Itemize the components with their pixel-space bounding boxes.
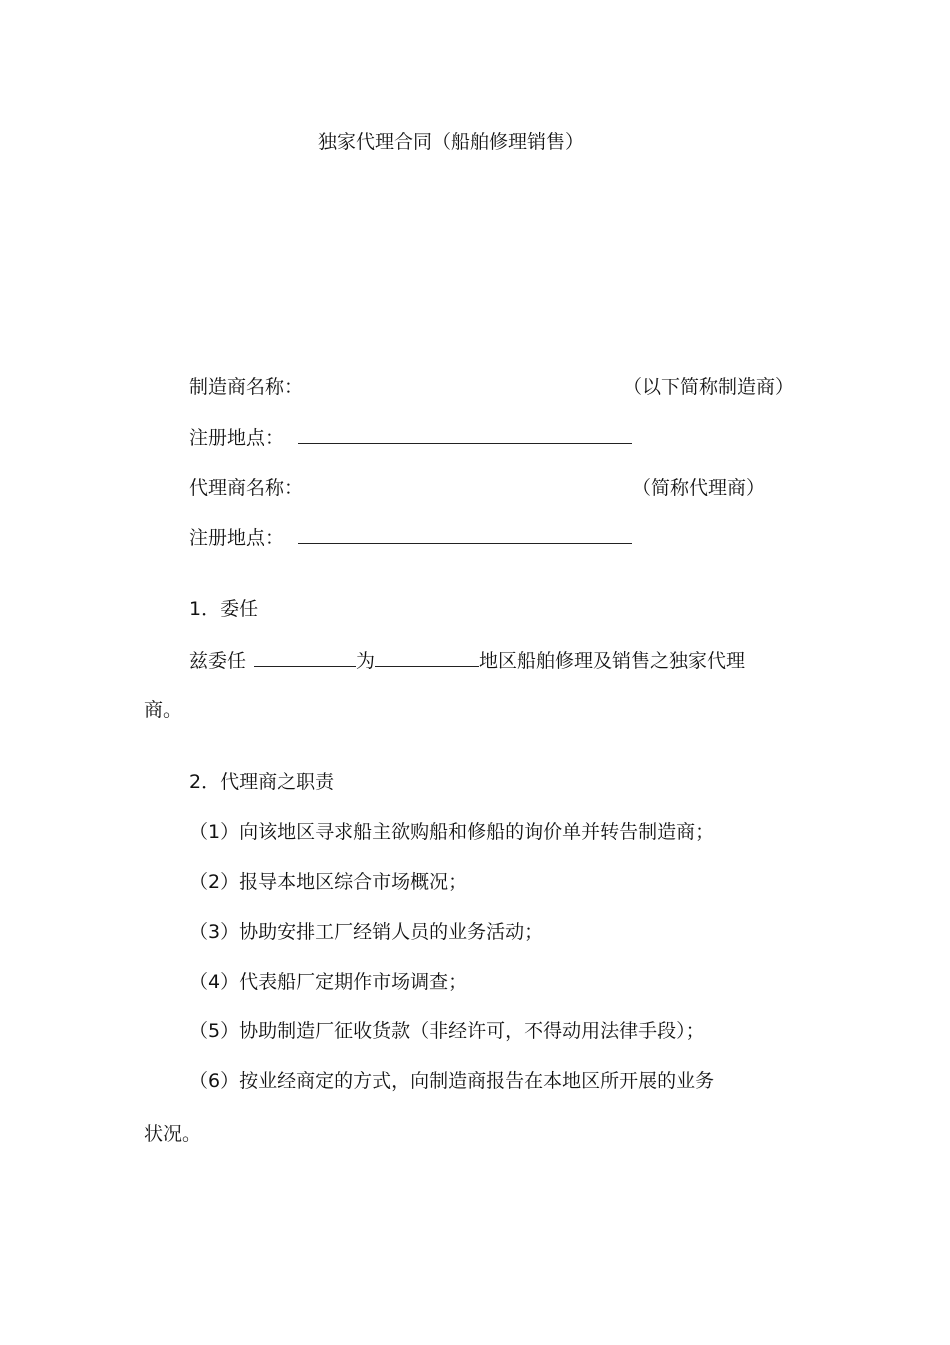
section-1-text [189, 648, 745, 673]
manufacturer-address-blank[interactable] [298, 425, 632, 444]
agent-abbrev-note: （简称代理商） [632, 477, 766, 499]
as-text: 为 [356, 650, 376, 672]
document-title: 独家代理合同（船舶修理销售） [318, 131, 585, 153]
agent-address-label: 注册地点： [189, 527, 285, 549]
manufacturer-abbrev-note: （以下简称制造商） [623, 376, 795, 398]
manufacturer-name-label: 制造商名称： [189, 376, 304, 398]
duty-item-1: （1）向该地区寻求船主欲购船和修船的询价单并转告制造商； [189, 821, 715, 843]
manufacturer-address-row [189, 425, 632, 450]
duty-item-6-continued: 状况。 [144, 1123, 202, 1145]
duty-item-4: （4）代表船厂定期作市场调查； [189, 971, 468, 993]
agent-address-row [189, 525, 632, 550]
section-2-heading: 2．代理商之职责 [189, 771, 335, 793]
appointee-blank[interactable] [254, 648, 356, 667]
section-1-heading: 1．委任 [189, 598, 259, 620]
duty-item-2: （2）报导本地区综合市场概况； [189, 871, 468, 893]
duty-item-6: （6）按业经商定的方式，向制造商报告在本地区所开展的业务 [189, 1070, 715, 1092]
duty-item-3: （3）协助安排工厂经销人员的业务活动； [189, 921, 544, 943]
region-blank[interactable] [375, 648, 479, 667]
duty-item-5: （5）协助制造厂征收货款（非经许可，不得动用法律手段）； [189, 1020, 705, 1042]
section-1-text-continued: 商。 [144, 699, 183, 721]
manufacturer-address-label: 注册地点： [189, 427, 285, 449]
region-role-text: 地区船舶修理及销售之独家代理 [479, 650, 746, 672]
agent-address-blank[interactable] [298, 525, 632, 544]
appoint-text: 兹委任 [189, 650, 247, 672]
agent-name-label: 代理商名称： [189, 477, 304, 499]
